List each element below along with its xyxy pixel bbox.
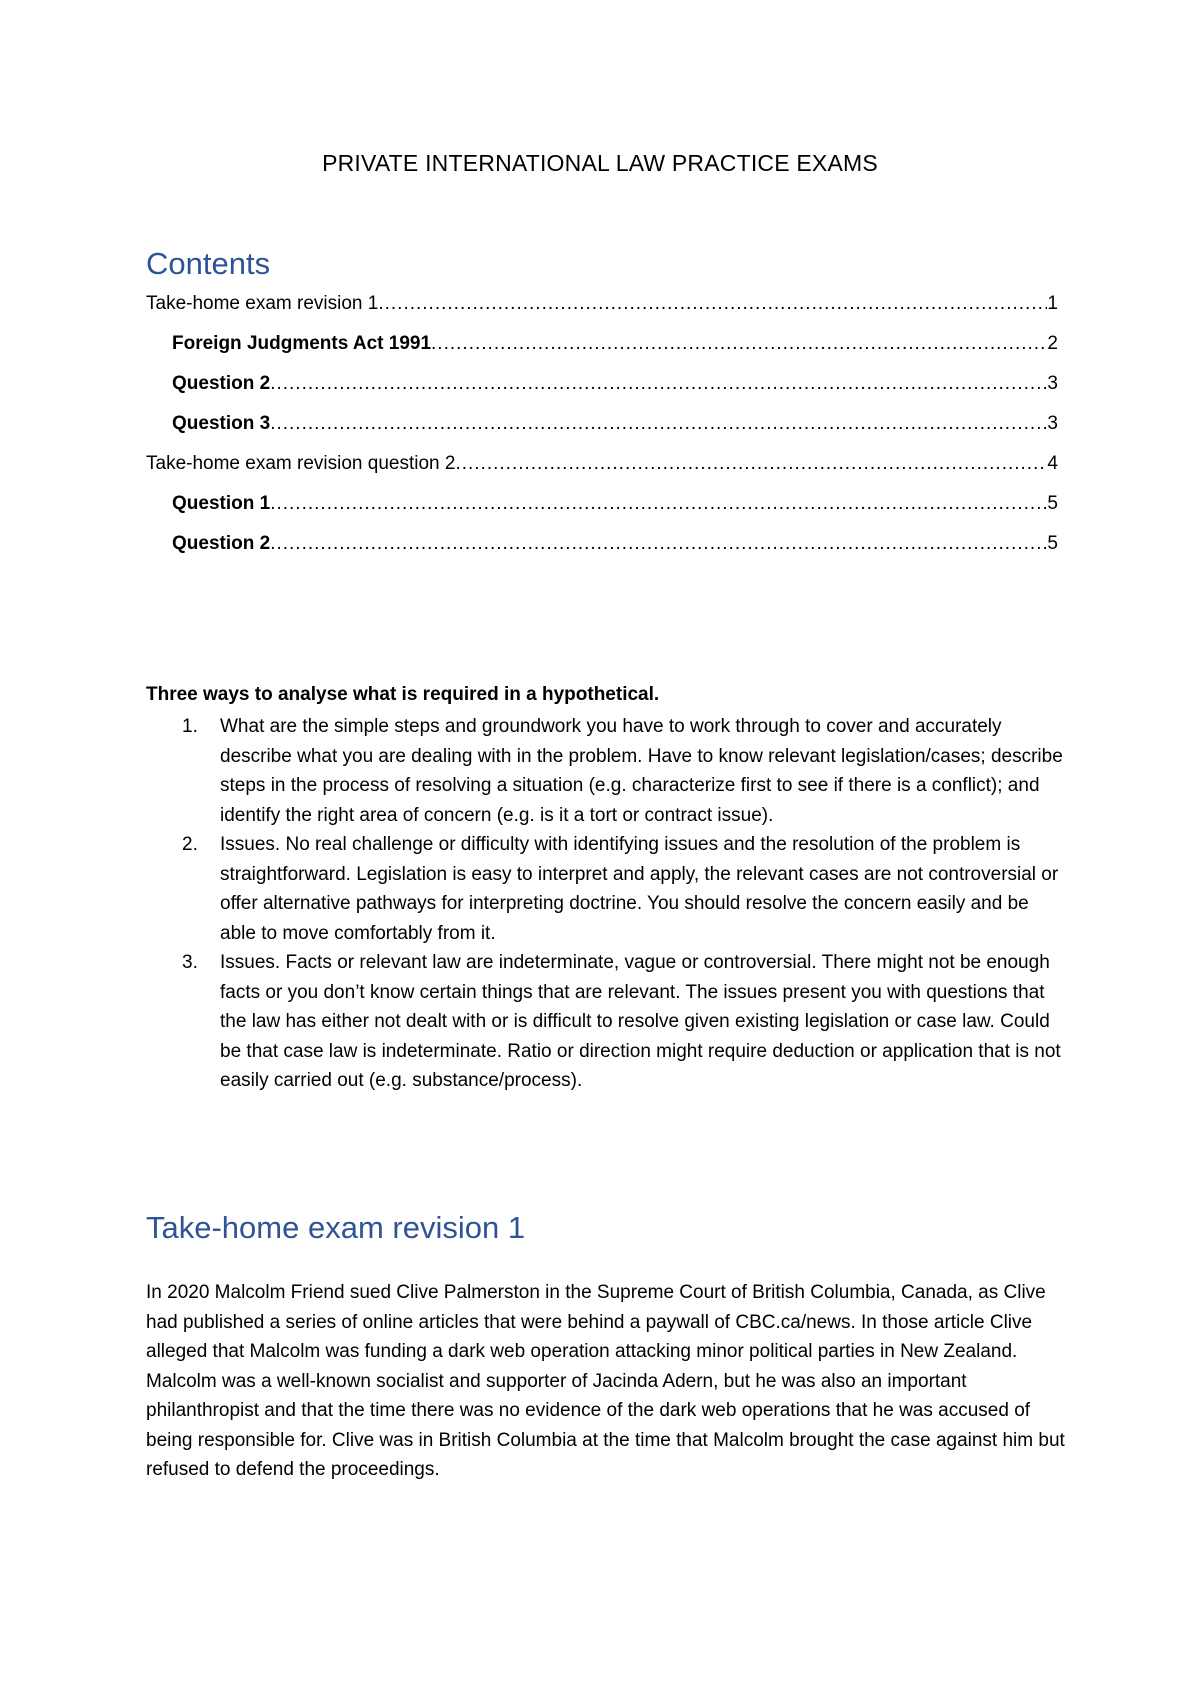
- toc-entry-question-2-second[interactable]: [146, 533, 1058, 573]
- toc-entry-label: Foreign Judgments Act 1991: [172, 333, 432, 354]
- list-item-text: Issues. No real challenge or difficulty with identifying issues and the resolution of the problem is straightforward. Legislation is easy to interpret and apply, the relevant cases are not controversial or offer alternative pathways for interpreting doctrine. You should resolve the concern easily and be able to move comfortably from it.: [220, 834, 1059, 944]
- toc-dot-leader: [431, 333, 1047, 355]
- toc-page-number: 5: [1047, 493, 1058, 514]
- toc-entry-foreign-judgments-act[interactable]: [146, 333, 1058, 373]
- toc-entry-label: Question 2: [172, 533, 271, 554]
- toc-dot-leader: [270, 493, 1047, 515]
- toc-page-number: 5: [1047, 533, 1058, 554]
- table-of-contents: [146, 293, 1058, 573]
- toc-dot-leader: [378, 293, 1047, 315]
- toc-dot-leader: [270, 373, 1047, 395]
- section-heading-revision-1: Take-home exam revision 1: [146, 1210, 526, 1245]
- list-item-number: 2.: [182, 834, 198, 855]
- toc-entry-label: Take-home exam revision question 2: [146, 453, 456, 474]
- revision-1-paragraph: In 2020 Malcolm Friend sued Clive Palmerston in the Supreme Court of British Columbia, Canada, as Clive had published a series of online articles that were behind a paywall of CBC.ca/news. In those article Clive alleged that Malcolm was funding a dark web operation attacking minor political parties in New Zealand. Malcolm was a well-known socialist and supporter of Jacinda Adern, but he was also an important philanthropist and that the time there was no evidence of the dark web operations that he was accused of being responsible for. Clive was in British Columbia at the time that Malcolm brought the case against him but refused to defend the proceedings.: [146, 1282, 1065, 1480]
- toc-entry-question-2[interactable]: [146, 373, 1058, 413]
- hypothetical-heading: Three ways to analyse what is required in a hypothetical.: [146, 684, 660, 705]
- toc-page-number: 1: [1047, 293, 1058, 314]
- toc-dot-leader: [270, 533, 1047, 555]
- toc-entry-label: Question 1: [172, 493, 271, 514]
- toc-dot-leader: [270, 413, 1047, 435]
- toc-entry-question-1[interactable]: [146, 493, 1058, 533]
- toc-entry-revision-question-2[interactable]: [146, 453, 1058, 493]
- document-title: PRIVATE INTERNATIONAL LAW PRACTICE EXAMS: [322, 150, 878, 176]
- toc-entry-question-3[interactable]: [146, 413, 1058, 453]
- list-item-number: 1.: [182, 716, 198, 737]
- toc-entry-revision-1[interactable]: [146, 293, 1058, 333]
- contents-heading: Contents: [146, 246, 271, 281]
- list-item-number: 3.: [182, 952, 198, 973]
- toc-page-number: 2: [1047, 333, 1058, 354]
- list-item: [146, 830, 1066, 948]
- list-item: [146, 712, 1066, 830]
- toc-dot-leader: [455, 453, 1047, 475]
- toc-page-number: 4: [1047, 453, 1058, 474]
- toc-entry-label: Question 3: [172, 413, 271, 434]
- hypothetical-list: [146, 712, 1066, 1096]
- toc-page-number: 3: [1047, 413, 1058, 434]
- toc-page-number: 3: [1047, 373, 1058, 394]
- toc-entry-label: Question 2: [172, 373, 271, 394]
- list-item-text: What are the simple steps and groundwork you have to work through to cover and accurately describe what you are dealing with in the problem. Have to know relevant legislation/cases; describe steps in the process of resolving a situation (e.g. characterize first to see if there is a conflict); and identify the right area of concern (e.g. is it a tort or contract issue).: [220, 716, 1063, 826]
- list-item-text: Issues. Facts or relevant law are indeterminate, vague or controversial. There might not be enough facts or you don’t know certain things that are relevant. The issues present you with questions that the law has either not dealt with or is difficult to resolve given existing legislation or case law. Could be that case law is indeterminate. Ratio or direction might require deduction or application that is not easily carried out (e.g. substance/process).: [220, 952, 1061, 1091]
- list-item: [146, 948, 1066, 1096]
- toc-entry-label: Take-home exam revision 1: [146, 293, 379, 314]
